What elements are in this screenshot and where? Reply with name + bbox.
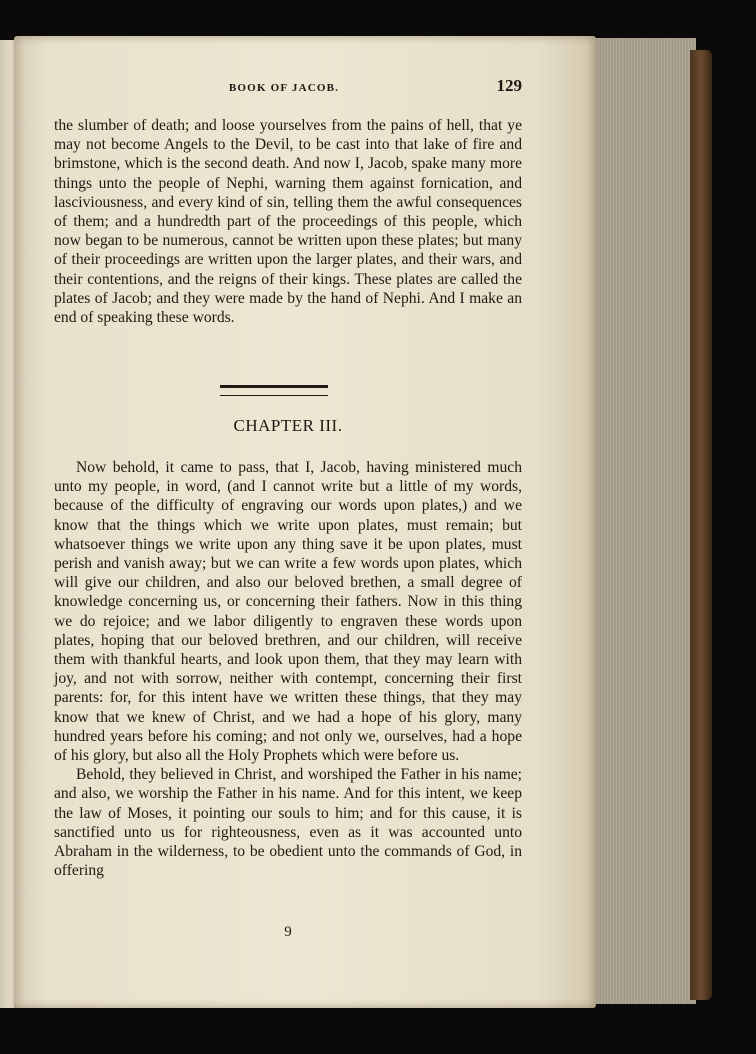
signature-mark: 9 — [284, 924, 292, 940]
opening-paragraph-block — [54, 116, 522, 327]
paragraph: Behold, they believed in Christ, and worshiped the Father in his name; and also, we worship the Father in his name. And for this intent, we keep the law of Moses, it pointing our souls to him; and for this cause, it is sanctified unto us for righteousness, even as it was accounted unto Abraham in the wilderness, to be obedient unto the commands of God, in offering — [54, 766, 522, 880]
book-cover-edge — [690, 50, 712, 1000]
opening-paragraph: the slumber of death; and loose yourselves from the pains of hell, that ye may not become Angels to the Devil, to be cast into that lake of fire and brimstone, which is the second death. And now I, Jacob, spake many more things unto the people of Nephi, warning them against fornication, and lasciviousness, and every kind of sin, telling them the awful consequences of them; and a hundredth part of the proceedings of this people, which now began to be numerous, cannot be written upon these plates; but many of their proceedings are written upon the larger plates, and their wars, and their contentions, and the reigns of their kings. These plates are called the plates of Jacob; and they were made by the hand of Nephi. And I make an end of speaking these words. — [54, 117, 522, 327]
running-head: BOOK OF JACOB. — [228, 82, 340, 94]
chapter-heading: CHAPTER III. — [233, 416, 343, 435]
paragraph: Now behold, it came to pass, that I, Jacob, having ministered much unto my people, in word, (and I cannot write but a little of my words, because of the difficulty of engraving our words upon plates,) and we know that the things which we write upon plates, must remain; but whatsoever things we write upon any thing save it be upon plates, must perish and vanish away; but we can write a few words upon plates, which will give our children, and also our beloved brethen, a small degree of knowledge concerning us, or concerning their fathers. Now in this thing we do rejoice; and we labor diligently to engraven these words upon plates, hoping that our beloved brethren, and our children, will receive them with thankful hearts, and look upon them, that they may learn with joy, and not with sorrow, neither with contempt, concerning their first parents: for, for this intent have we written these things, that they may know that we knew of Christ, and we had a hope of his glory, many hundred years before his coming; and not only we, ourselves, had a hope of his glory, but also all the Holy Prophets which were before us. — [54, 459, 522, 765]
chapter-body — [54, 458, 522, 880]
section-divider — [220, 385, 328, 396]
page-block-edge — [590, 38, 696, 1004]
page-header — [52, 72, 522, 96]
page-number: 129 — [496, 76, 522, 95]
